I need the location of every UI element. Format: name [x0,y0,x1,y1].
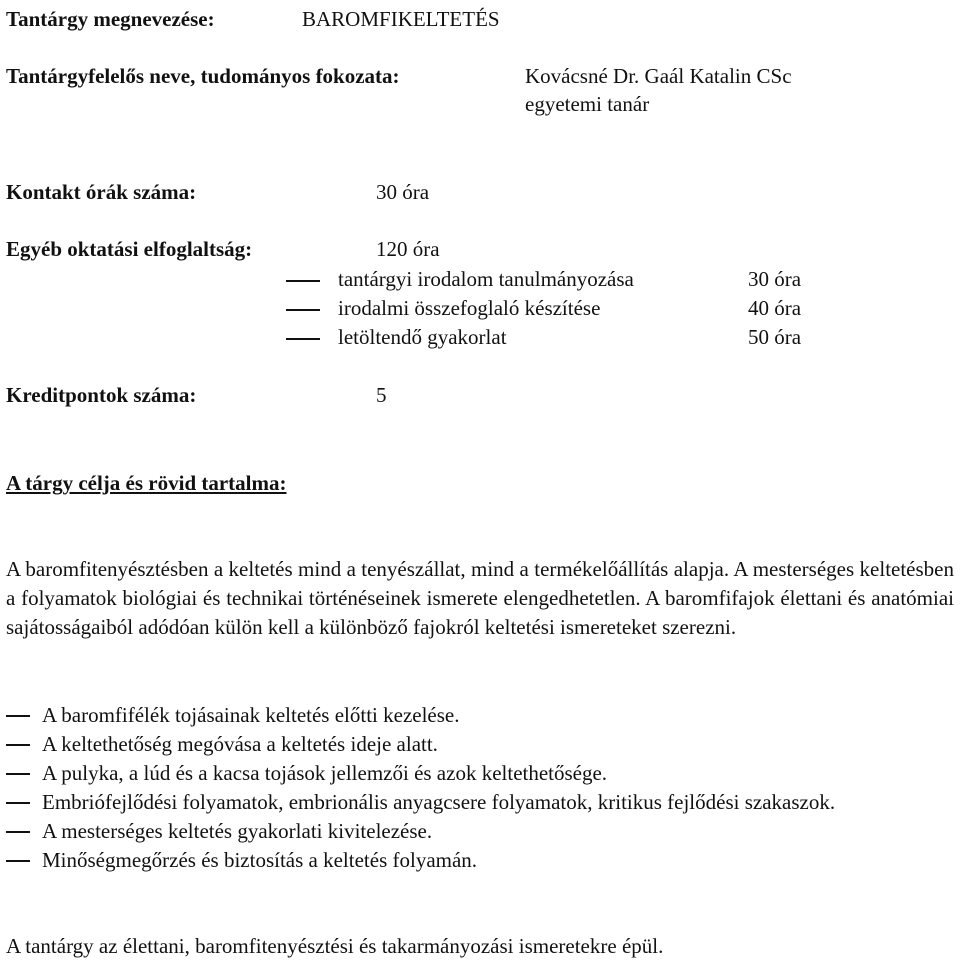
other-hours-label: Egyéb oktatási elfoglaltság: [6,237,253,261]
dash-icon [286,280,320,282]
breakdown-label: irodalmi összefoglaló készítése [338,296,601,320]
contact-hours-value: 30 óra [376,180,430,204]
credits-value: 5 [376,383,387,407]
breakdown-value: 30 óra [748,267,802,291]
subject-label: Tantárgy megnevezése: [6,7,215,31]
dash-icon [286,309,320,311]
breakdown-value: 40 óra [748,296,802,320]
responsible-name: Kovácsné Dr. Gaál Katalin CSc [525,64,792,88]
dash-icon [286,338,320,340]
list-item: Minőségmegőrzés és biztosítás a keltetés folyamán. [6,846,954,875]
contact-hours-label: Kontakt órák száma: [6,180,197,204]
responsible-title: egyetemi tanár [525,92,650,116]
list-item: A keltethetőség megóvása a keltetés ideje alatt. [6,730,954,759]
responsible-label: Tantárgyfelelős neve, tudományos fokozata: [6,64,400,88]
list-item: A mesterséges keltetés gyakorlati kivitelezése. [6,817,954,846]
topic-list [6,701,954,875]
subject-value: BAROMFIKELTETÉS [302,7,500,31]
other-hours-value: 120 óra [376,237,440,261]
content-heading: A tárgy célja és rövid tartalma: [6,471,287,495]
credits-label: Kreditpontok száma: [6,383,197,407]
list-item: Embriófejlődési folyamatok, embrionális anyagcsere folyamatok, kritikus fejlődési szakaszok. [6,788,954,817]
breakdown-value: 50 óra [748,325,802,349]
breakdown-label: tantárgyi irodalom tanulmányozása [338,267,634,291]
content-paragraph: A baromfitenyésztésben a keltetés mind a tenyészállat, mind a termékelőállítás alapja. A mesterséges keltetésben a folyamatok biológiai és technikai történéseinek ismerete elengedhetetlen. A baromfifajok élettani és anatómiai sajátosságaiból adódóan külön kell a különböző fajokról keltetési ismereteket szerezni. [6,557,954,639]
list-item: A baromfifélék tojásainak keltetés előtti kezelése. [6,701,954,730]
list-item: A pulyka, a lúd és a kacsa tojások jellemzői és azok keltethetősége. [6,759,954,788]
breakdown-label: letöltendő gyakorlat [338,325,507,349]
closing-sentence: A tantárgy az élettani, baromfitenyésztési és takarmányozási ismeretekre épül. [6,934,664,958]
